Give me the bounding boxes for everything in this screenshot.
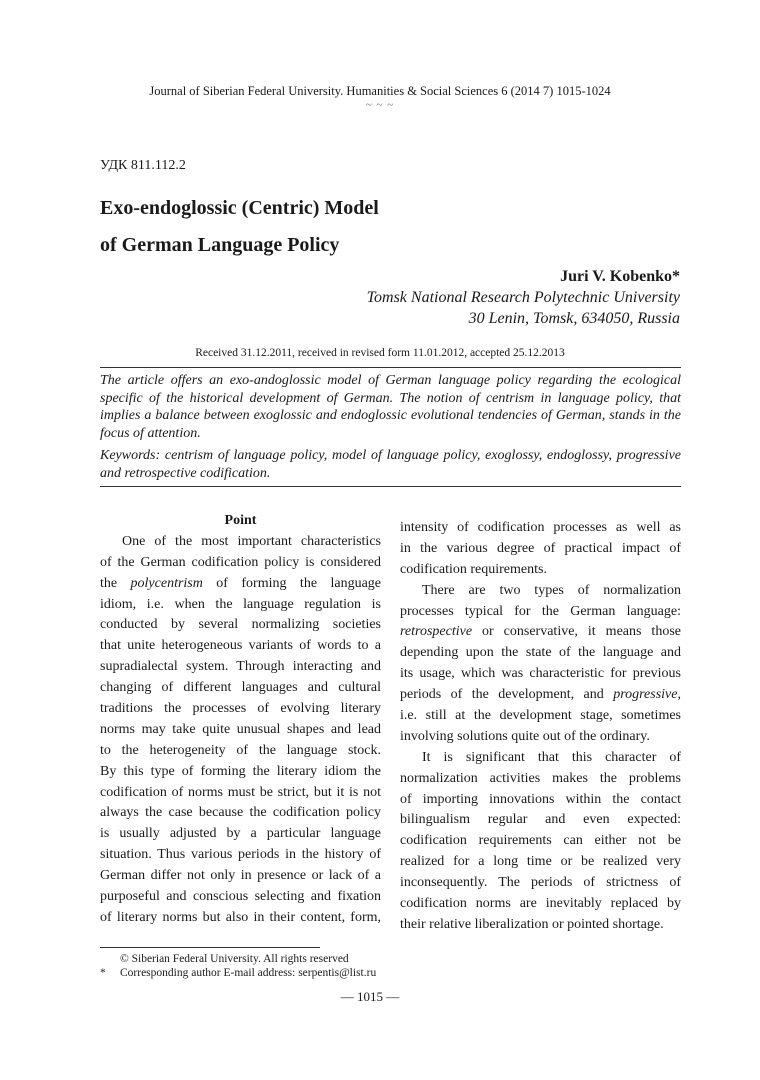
author-address: 30 Lenin, Tomsk, 634050, Russia <box>468 310 680 327</box>
text-line: their relative liberalization or pointed shortage. <box>400 916 664 932</box>
title-line-1: Exo-endoglossic (Centric) Model <box>100 197 379 219</box>
text-line: realized for a long time or be realized very <box>400 854 681 870</box>
page-number: — 1015 — <box>340 989 400 1004</box>
text-line: There are two types of normalization <box>422 582 681 598</box>
header-ornament: ~ ~ ~ <box>365 99 395 111</box>
text-line: of the German codification policy is considered <box>100 554 381 570</box>
left-column <box>100 511 381 929</box>
text-line: its usage, which was characteristic for previous <box>400 666 681 682</box>
text-line: intensity of codification processes as well as <box>400 520 681 535</box>
emphasized-term: retrospective <box>400 624 473 640</box>
text-line: changing of different languages and cultural <box>100 680 381 696</box>
text-segment: the <box>100 575 131 591</box>
text-line: One of the most important characteristics <box>122 533 381 549</box>
footnote-email: Corresponding author E-mail address: serpentis@list.ru <box>120 967 377 979</box>
author-name: Juri V. Kobenko* <box>560 268 680 285</box>
text-line: German differ not only in presence or lack of a <box>100 868 381 884</box>
text-line: situation. Thus various periods in the history of <box>100 847 381 863</box>
text-line <box>400 685 681 706</box>
text-line: traditions the processes of evolving literary <box>100 701 381 717</box>
text-line <box>400 622 681 643</box>
divider-top <box>100 367 681 368</box>
text-line: that unite heterogeneous variants of words to a <box>100 638 381 654</box>
emphasized-term: progressive <box>613 687 678 703</box>
text-line: involving solutions quite out of the ordinary. <box>400 728 650 744</box>
text-line: codification norms are inevitably replaced by <box>400 896 681 912</box>
received-dates: Received 31.12.2011, received in revised form 11.01.2012, accepted 25.12.2013 <box>195 347 565 359</box>
text-line: is usually adjusted by a particular language <box>100 826 381 842</box>
footnote-divider <box>100 947 320 948</box>
text-line: depending upon the state of the language and <box>400 645 681 661</box>
journal-header: Journal of Siberian Federal University. Humanities & Social Sciences 6 (2014 7) 1015-1024 <box>149 84 611 98</box>
text-line: idiom, i.e. when the language regulation is <box>100 596 381 612</box>
text-line: supradialectal system. Through interacting and <box>100 659 381 675</box>
author-block <box>367 266 680 329</box>
title-line-2: of German Language Policy <box>100 234 340 256</box>
text-line: By this type of forming the literary idiom the <box>100 763 381 779</box>
text-line: in the various degree of practical impact of <box>400 540 681 556</box>
text-line: always the case because the codification policy <box>100 805 381 821</box>
footnote-star: * <box>100 967 106 979</box>
text-line: i.e. still at the development stage, sometimes <box>400 708 681 724</box>
text-line: inconsequently. The periods of strictness of <box>400 875 681 891</box>
text-line: codification requirements can either not be <box>400 833 681 849</box>
footnote-copyright: © Siberian Federal University. All rights reserved <box>120 953 349 965</box>
author-affiliation: Tomsk National Research Polytechnic University <box>366 289 680 306</box>
text-line: codification requirements. <box>400 561 547 577</box>
udk-code: УДК 811.112.2 <box>100 158 186 173</box>
text-line: purposeful and conscious selecting and fixation <box>100 889 381 905</box>
abstract: The article offers an exo-andoglossic model of German language policy regarding the ecological specific of the historical development of German. The notion of centrism in language policy, that implies a balance between exoglossic and endoglossic evolutional tendencies of German, stands in the focus of attention. <box>100 373 681 441</box>
divider-bottom <box>100 486 681 487</box>
text-line: codification of norms must be strict, but it is not <box>100 784 381 800</box>
text-line: normalization activities makes the problems <box>400 770 681 786</box>
section-heading: Point <box>224 513 257 528</box>
text-segment: or conservative, it means those <box>472 624 681 640</box>
right-column <box>400 518 681 936</box>
keywords: Keywords: centrism of language policy, model of language policy, exoglossy, endoglossy, progressive and retrospective codification. <box>100 448 681 481</box>
article-title <box>100 190 379 264</box>
text-line: It is significant that this character of <box>422 749 681 765</box>
text-line: to the heterogeneity of the language stock. <box>100 742 381 758</box>
text-line: bilingualism regular and even expected: <box>400 812 681 828</box>
text-line: conducted by several normalizing societies <box>100 617 381 633</box>
text-line: of importing innovations within the contact <box>400 791 681 807</box>
text-line: processes typical for the German language: <box>400 603 681 619</box>
text-segment: of forming the language <box>202 575 382 591</box>
text-segment: periods of the development, and <box>400 687 614 703</box>
text-segment: , <box>677 687 681 703</box>
footnote-corresponding <box>100 966 376 980</box>
text-line: norms may take quite unusual shapes and lead <box>100 721 381 737</box>
text-line: of literary norms but also in their content, form, <box>100 909 381 925</box>
emphasized-term: polycentrism <box>130 575 203 591</box>
text-line <box>100 574 381 595</box>
